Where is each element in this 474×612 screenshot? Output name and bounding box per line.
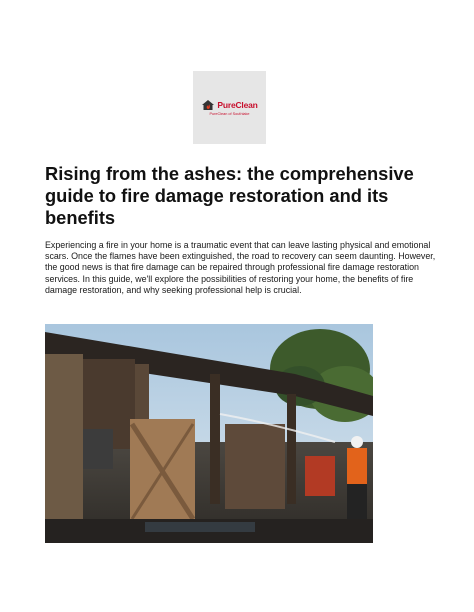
house-flame-icon bbox=[201, 99, 215, 111]
article-title: Rising from the ashes: the comprehensive guide to fire damage restoration and its benefits bbox=[45, 163, 414, 228]
logo-tagline: PureClean of Southlake bbox=[209, 112, 250, 116]
company-logo bbox=[193, 71, 266, 144]
logo-brand-name: PureClean bbox=[217, 100, 258, 110]
fire-damage-photo bbox=[45, 324, 373, 543]
intro-paragraph: Experiencing a fire in your home is a traumatic event that can leave lasting physical and emotional scars. Once the flames have been extinguished, the road to recovery can seem daunting. However, the good news is that fire damage can be repaired through professional fire damage restoration services. In this guide, we'll explore the possibilities of restoring your home, the benefits of fire damage restoration, and why seeking professional help is crucial. bbox=[45, 240, 436, 295]
logo-row bbox=[201, 99, 257, 111]
